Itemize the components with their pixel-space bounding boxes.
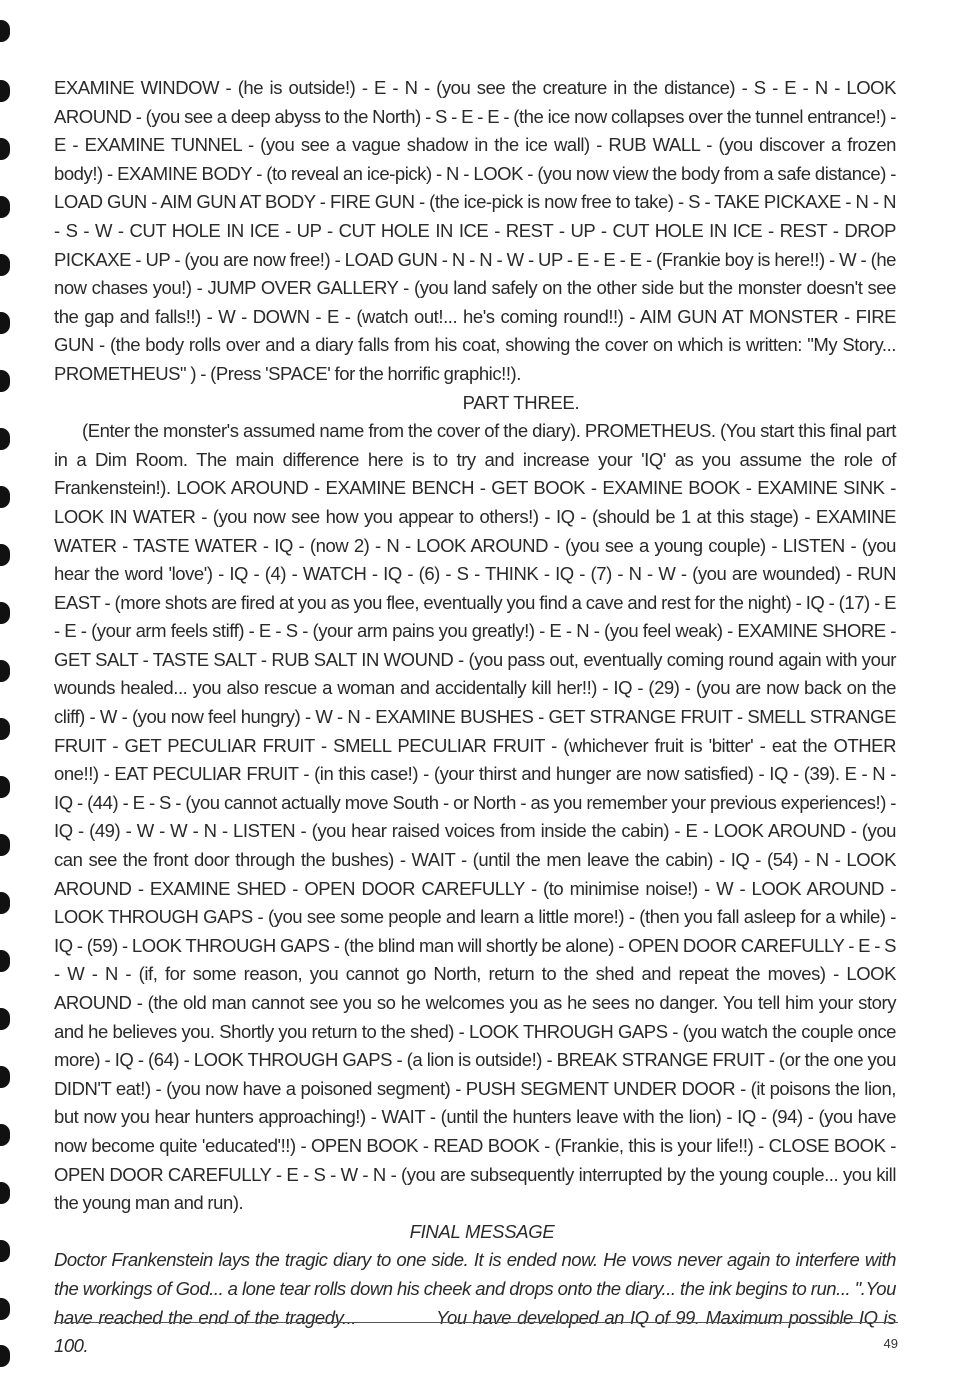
- binder-hole: [0, 776, 10, 798]
- binder-holes: [0, 0, 18, 1375]
- binder-hole: [0, 370, 10, 392]
- binder-hole: [0, 1345, 10, 1367]
- walkthrough-paragraph-part-two: EXAMINE WINDOW - (he is outside!) - E - N - (you see the creature in the distance) - S - E - N - LOOK AROUND - (you see a deep abyss to the North) - S - E - E - (the ice now collapses over the tunnel entrance!) - E - EXAMINE TUNNEL - (you see a vague shadow in the ice wall) - RUB WALL - (you discover a frozen body!) - EXAMINE BODY - (to reveal an ice-pick) - N - LOOK - (you now view the body from a safe distance) - LOAD GUN - AIM GUN AT BODY - FIRE GUN - (the ice-pick is now free to take) - S - TAKE PICKAXE - N - N - S - W - CUT HOLE IN ICE - UP - CUT HOLE IN ICE - REST - UP - CUT HOLE IN ICE - REST - DROP PICKAXE - UP - (you are now free!) - LOAD GUN - N - N - W - UP - E - E - E - (Frankie boy is here!!) - W - (he now chases you!) - JUMP OVER GALLERY - (you land safely on the other side but the monster doesn't see the gap and falls!!) - W - DOWN - E - (watch out!... he's coming round!!) - AIM GUN AT MONSTER - FIRE GUN - (the body rolls over and a diary falls from his coat, showing the cover on which is written: "My Story... PROMETHEUS" ) - (Press 'SPACE' for the horrific graphic!!).: [54, 77, 896, 384]
- binder-hole: [0, 80, 10, 102]
- binder-hole: [0, 1008, 10, 1030]
- binder-hole: [0, 254, 10, 276]
- page-content: [54, 74, 896, 1361]
- final-message-heading: FINAL MESSAGE: [409, 1220, 555, 1242]
- footer-rule: [54, 1322, 898, 1323]
- binder-hole: [0, 950, 10, 972]
- binder-hole: [0, 20, 10, 42]
- binder-hole: [0, 602, 10, 624]
- binder-hole: [0, 138, 10, 160]
- part-three-heading: PART THREE.: [462, 391, 580, 413]
- binder-hole: [0, 892, 10, 914]
- binder-hole: [0, 1124, 10, 1146]
- binder-hole: [0, 196, 10, 218]
- binder-hole: [0, 312, 10, 334]
- walkthrough-paragraph-part-three: (Enter the monster's assumed name from the cover of the diary). PROMETHEUS. (You start this final part in a Dim Room. The main difference here is to try and increase your 'IQ' as you assume the role of Frankenstein!). LOOK AROUND - EXAMINE BENCH - GET BOOK - EXAMINE BOOK - EXAMINE SINK - LOOK IN WATER - (you now see how you appear to others!) - IQ - (should be 1 at this stage) - EXAMINE WATER - TASTE WATER - IQ - (now 2) - N - LOOK AROUND - (you see a young couple) - LISTEN - (you hear the word 'love') - IQ - (4) - WATCH - IQ - (6) - S - THINK - IQ - (7) - N - W - (you are wounded) - RUN EAST - (more shots are fired at you as you flee, eventually you find a cave and rest for the night) - IQ - (17) - E - E - (your arm feels stiff) - E - S - (your arm pains you greatly!) - E - N - (you feel weak) - EXAMINE SHORE - GET SALT - TASTE SALT - RUB SALT IN WOUND - (you pass out, eventually coming round again with your wounds healed... you also rescue a woman and accidentally kill her!!) - IQ - (29) - (you are now back on the cliff) - W - (you now feel hungry) - W - N - EXAMINE BUSHES - GET STRANGE FRUIT - SMELL STRANGE FRUIT - GET PECULIAR FRUIT - SMELL PECULIAR FRUIT - (whichever fruit is 'bitter' - eat the OTHER one!!) - EAT PECULIAR FRUIT - (in this case!) - (your thirst and hunger are now satisfied) - IQ - (39). E - N - IQ - (44) - E - S - (you cannot actually move South - or North - as you remember your previous experiences!) - IQ - (49) - W - W - N - LISTEN - (you hear raised voices from inside the cabin) - E - LOOK AROUND - (you can see the front door through the bushes) - WAIT - (until the men leave the cabin) - IQ - (54) - N - LOOK AROUND - EXAMINE SHED - OPEN DOOR CAREFULLY - (to minimise noise!) - W - LOOK AROUND - LOOK THROUGH GAPS - (you see some people and learn a little more!) - (then you fall asleep for a while) - IQ - (59) - LOOK THROUGH GAPS - (the blind man will shortly be alone) - OPEN DOOR CAREFULLY - E - S - W - N - (if, for some reason, you cannot go North, return to the shed and repeat the moves) - LOOK AROUND - (the old man cannot see you so he welcomes you as he sees no danger. You tell him your story and he believes you. Shortly you return to the shed) - LOOK THROUGH GAPS - (you watch the couple once more) - IQ - (64) - LOOK THROUGH GAPS - (a lion is outside!) - BREAK STRANGE FRUIT - (or the one you DIDN'T eat!) - (you now have a poisoned segment) - PUSH SEGMENT UNDER DOOR - (it poisons the lion, but now you hear hunters approaching!) - WAIT - (until the hunters leave with the lion) - IQ - (94) - (you have now become quite 'educated'!!) - OPEN BOOK - READ BOOK - (Frankie, this is your life!!) - CLOSE BOOK - OPEN DOOR CAREFULLY - E - S - W - N - (you are subsequently interrupted by the young couple... you kill the young man and run).: [54, 420, 896, 1214]
- binder-hole: [0, 718, 10, 740]
- binder-hole: [0, 428, 10, 450]
- final-iq-text: You have developed an IQ of 99. Maximum possible IQ is 100.: [54, 1306, 897, 1357]
- binder-hole: [0, 660, 10, 682]
- final-message-body: Doctor Frankenstein lays the tragic diary to one side. It is ended now. He vows never again to interfere with the workings of God... a lone tear rolls down his cheek and drops onto the diary... the ink begins to run... ".You have reached the end of the tragedy...: [54, 1249, 896, 1328]
- binder-hole: [0, 1182, 10, 1204]
- binder-hole: [0, 486, 10, 508]
- binder-hole: [0, 544, 10, 566]
- binder-hole: [0, 1298, 10, 1320]
- binder-hole: [0, 1066, 10, 1088]
- binder-hole: [0, 834, 10, 856]
- page-number: 49: [883, 1336, 898, 1351]
- binder-hole: [0, 1240, 10, 1262]
- final-message-text: [54, 1246, 896, 1360]
